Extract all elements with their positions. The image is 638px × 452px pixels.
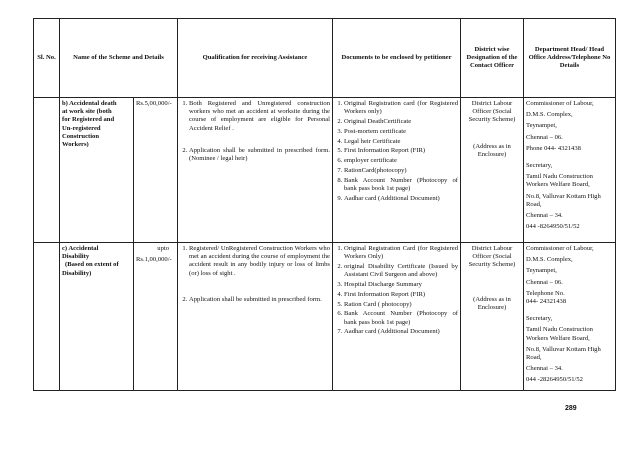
dept-line: Phone 044- 4321438 bbox=[526, 144, 581, 152]
dept-line: No.8, Valluvar Kottam High Road, bbox=[526, 345, 601, 362]
document-item: 1. Original Registration card (for Registered Workers only) bbox=[344, 100, 458, 116]
documents-cell bbox=[333, 98, 461, 243]
scheme-line: Un-registered bbox=[62, 124, 101, 132]
officer-designation: District Labour Officer (Social Security Scheme) bbox=[468, 245, 516, 269]
qualification-list bbox=[180, 100, 330, 163]
officer-cell bbox=[461, 98, 524, 243]
document-item: 4. Legal heir Certificate bbox=[344, 138, 458, 146]
document-item: 2. original Disability Certificate (Issued by Assistant Civil Surgeon and above) bbox=[344, 263, 458, 279]
qualification-cell bbox=[178, 243, 333, 391]
header-row bbox=[34, 19, 616, 98]
documents-list bbox=[335, 245, 458, 337]
dept-line: D.M.S. Complex, bbox=[526, 111, 573, 119]
qualification-cell bbox=[178, 98, 333, 243]
page-number: 289 bbox=[565, 405, 577, 412]
dept-head-cell bbox=[524, 243, 616, 391]
document-item: 3. Post-mortem certificate bbox=[344, 128, 458, 136]
scheme-line: Disability bbox=[62, 253, 90, 261]
table-row bbox=[34, 98, 616, 243]
dept-line: Chennai – 34. bbox=[526, 212, 563, 220]
dept-line: Teynampet, bbox=[526, 267, 557, 275]
scheme-line: for Registered and bbox=[62, 116, 115, 124]
dept-line: Chennai – 06. bbox=[526, 133, 563, 141]
documents-cell bbox=[333, 243, 461, 391]
dept-head-cell bbox=[524, 98, 616, 243]
sl-no-cell bbox=[34, 243, 60, 391]
amount-cell bbox=[134, 98, 178, 243]
officer-note: (Address as in Enclosure) bbox=[473, 142, 511, 158]
document-item: 6. employer certificate bbox=[344, 157, 458, 165]
amount-prefix: upto bbox=[157, 245, 169, 252]
scheme-line: b) Accidental death bbox=[62, 100, 117, 107]
header-sl-no: Sl. No. bbox=[34, 19, 60, 98]
amount-value: Rs.5,00,000/- bbox=[136, 100, 172, 107]
dept-line: Chennai – 34. bbox=[526, 365, 563, 373]
qualification-item: 2. Application shall be submitted in prescribed form. (Nominee / legal heir) bbox=[189, 147, 330, 163]
scheme-line: c) Accidental bbox=[62, 245, 99, 252]
officer-designation: District Labour Officer (Social Security Scheme) bbox=[468, 100, 516, 124]
header-district-officer: District wise Designation of the Contact Officer bbox=[461, 19, 524, 98]
dept-line: Commissioner of Labour, bbox=[526, 245, 594, 252]
document-item: 4. First Information Report (FIR) bbox=[344, 291, 458, 299]
document-item: 9. Aadhar card (Additional Document) bbox=[344, 195, 458, 203]
documents-list bbox=[335, 100, 458, 203]
document-item: 8. Bank Account Number (Photocopy of bank pass book 1st page) bbox=[344, 177, 458, 193]
qualification-item: 2. Application shall be submitted in prescribed form. bbox=[189, 296, 330, 304]
dept-line: Chennai – 06. bbox=[526, 278, 563, 286]
document-item: 7. RationCard(photocopy) bbox=[344, 167, 458, 175]
document-item: 5. First Information Report (FIR) bbox=[344, 147, 458, 155]
officer-note: (Address as in Enclosure) bbox=[473, 295, 511, 311]
scheme-line: Disability) bbox=[62, 269, 92, 277]
dept-line: Secretary, bbox=[526, 315, 553, 323]
officer-cell bbox=[461, 243, 524, 391]
table-row bbox=[34, 243, 616, 391]
amount-value: Rs.1,00,000/- bbox=[136, 256, 172, 264]
dept-line: Secretary, bbox=[526, 162, 553, 170]
dept-line: D.M.S. Complex, bbox=[526, 256, 573, 264]
document-item: 6. Bank Account Number (Photocopy of bank pass book 1st page) bbox=[344, 310, 458, 326]
document-item: 2. Original DeathCertificate bbox=[344, 118, 458, 126]
scheme-cell bbox=[60, 98, 134, 243]
dept-line: 044 -8264950/51/52 bbox=[526, 223, 580, 231]
schemes-table bbox=[33, 18, 616, 391]
document-item: 5. Ration Card ( photocopy) bbox=[344, 301, 458, 309]
dept-line: Telephone No. bbox=[526, 289, 565, 297]
scheme-line: Workers) bbox=[62, 141, 89, 149]
header-scheme: Name of the Scheme and Details bbox=[60, 19, 178, 98]
dept-line: 044 -28264950/51/52 bbox=[526, 376, 583, 384]
qualification-item: 1. Both Registered and Unregistered construction workers who met an accident at worksite during the course of employment are eligible for Personal Accident Relief . bbox=[189, 100, 330, 133]
scheme-line: (Based on extent of bbox=[65, 261, 119, 269]
header-documents: Documents to be enclosed by petitioner bbox=[333, 19, 461, 98]
dept-line: Teynampet, bbox=[526, 122, 557, 130]
document-item: 1. Original Registration Card (for Registered Workers Only) bbox=[344, 245, 458, 261]
dept-line: Tamil Nadu Construction Workers Welfare Board, bbox=[526, 326, 593, 342]
scheme-cell bbox=[60, 243, 134, 391]
document-item: 7. Aadhar card (Additional Document) bbox=[344, 328, 458, 336]
amount-cell bbox=[134, 243, 178, 391]
qualification-item: 1. Registered/ UnRegistered Construction Workers who met an accident during the course of employment the accident result in any bodily injury or loss of limbs (or) loss of sight . bbox=[189, 245, 330, 278]
qualification-list bbox=[180, 245, 330, 304]
dept-line: Tamil Nadu Construction Workers Welfare Board, bbox=[526, 173, 593, 189]
header-qualification: Qualification for receiving Assistance bbox=[178, 19, 333, 98]
dept-line: No.8, Valluvar Kottam High Road, bbox=[526, 192, 601, 208]
dept-line: 044- 24321438 bbox=[526, 298, 567, 306]
dept-line: Commissioner of Labour, bbox=[526, 100, 594, 107]
sl-no-cell bbox=[34, 98, 60, 243]
document-item: 3. Hospital Discharge Summary bbox=[344, 281, 458, 289]
scheme-line: Construction bbox=[62, 132, 99, 140]
scheme-line: at work site (both bbox=[62, 108, 112, 116]
header-dept-head: Department Head/ Head Office Address/Telephone No Details bbox=[524, 19, 616, 98]
